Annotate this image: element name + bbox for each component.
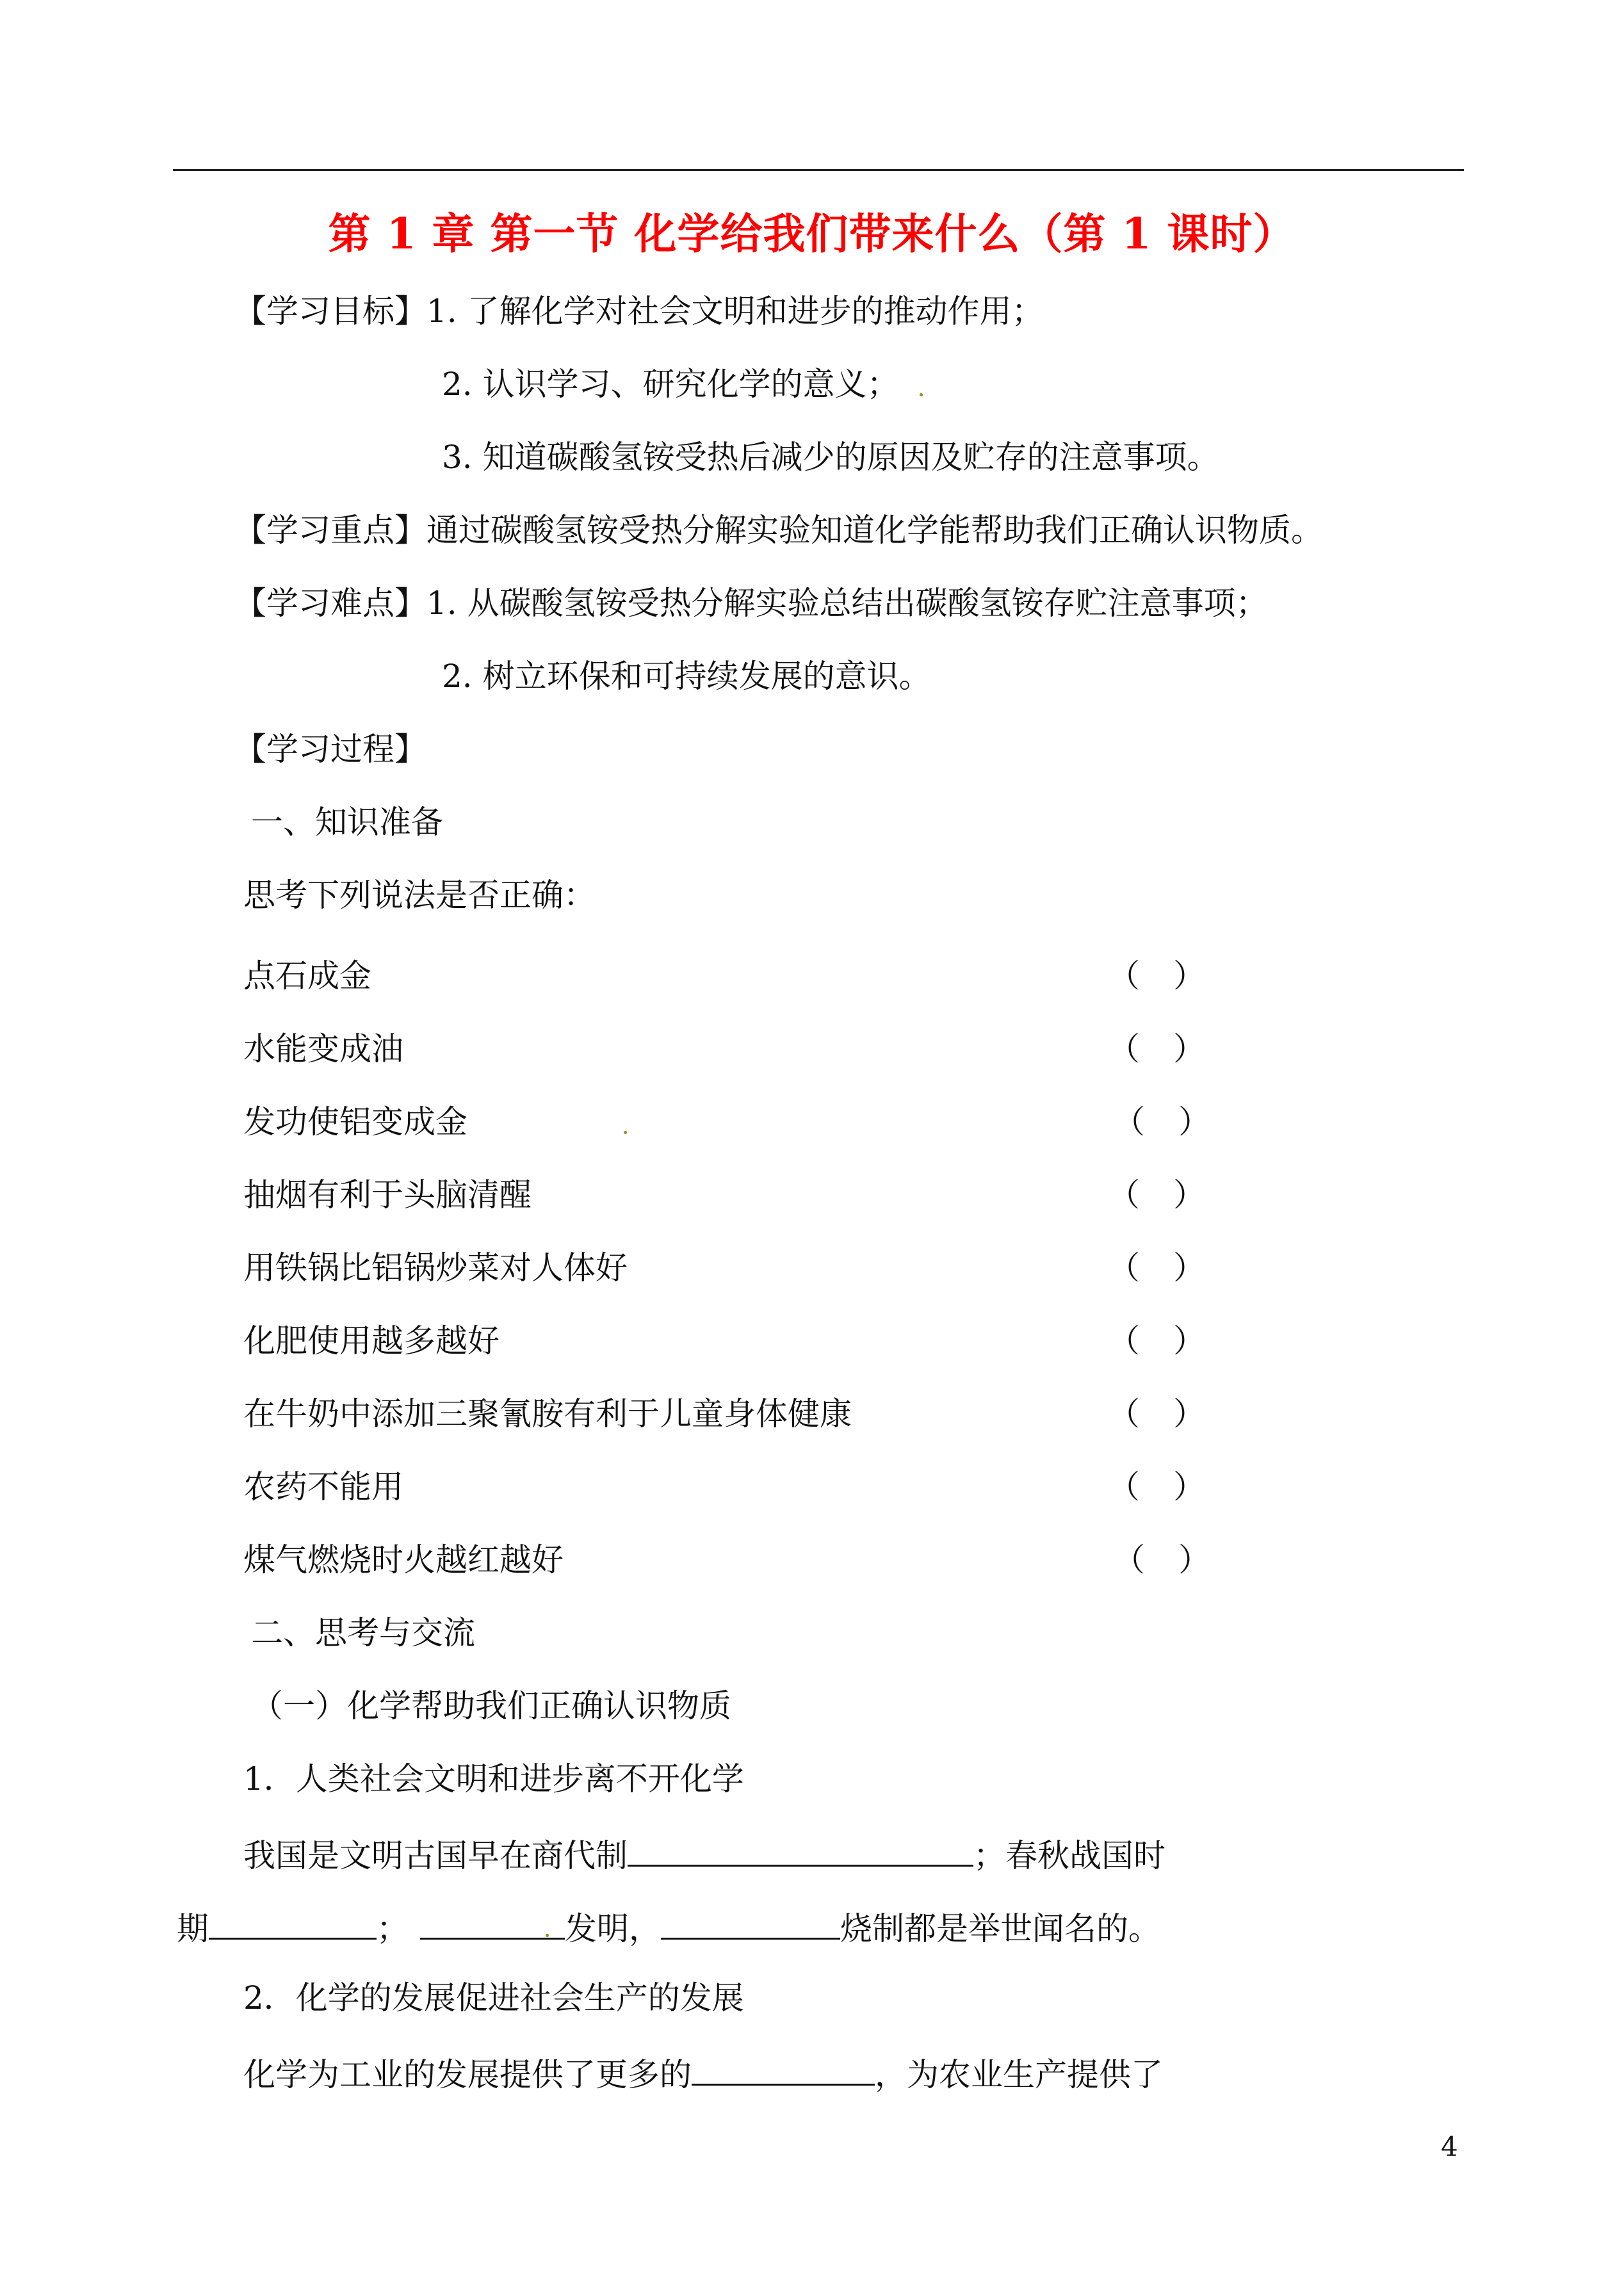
goal-item: 1. 了解化学对社会文明和进步的推动作用； [426, 293, 1044, 330]
section1-heading: 一、知识准备 [251, 804, 443, 841]
fill-in-line [243, 1831, 1165, 1876]
statement: 水能变成油 [243, 1030, 403, 1067]
statement: 化肥使用越多越好 [243, 1322, 499, 1359]
answer-bracket: （） [1108, 1395, 1238, 1432]
key-point-label: 【学习重点】 [234, 512, 426, 549]
answer-bracket: （） [1108, 957, 1238, 994]
fill-in-line [177, 1904, 1160, 1949]
section2-heading: 二、思考与交流 [251, 1614, 475, 1651]
key-point-text: 通过碳酸氢铵受热分解实验知道化学能帮助我们正确认识物质。 [426, 512, 1323, 549]
item2-heading: 2．化学的发展促进社会生产的发展 [243, 1979, 744, 2016]
goals-label: 【学习目标】 [234, 293, 426, 330]
fill-in-text: 期 [177, 1910, 209, 1947]
statement: 发功使铝变成金 [243, 1103, 467, 1140]
process-label: 【学习过程】 [234, 731, 426, 768]
answer-bracket: （） [1108, 1249, 1238, 1286]
section2-subheading: （一）化学帮助我们正确认识物质 [251, 1687, 731, 1724]
difficulty-row-1 [234, 583, 1268, 624]
fill-in-text: ，为农业生产提供了 [875, 2056, 1163, 2093]
fill-in-text: ； [377, 1910, 409, 1947]
answer-bracket: （） [1108, 1176, 1238, 1213]
scan-speck [920, 393, 923, 396]
fill-in-text: 我国是文明古国早在商代制 [243, 1837, 628, 1874]
statement: 煤气燃烧时火越红越好 [243, 1541, 564, 1578]
difficulty-item: 2. 树立环保和可持续发展的意识。 [442, 658, 931, 695]
header-rule [173, 169, 1464, 171]
statement: 用铁锅比铝锅炒菜对人体好 [243, 1249, 628, 1286]
answer-blank[interactable] [209, 1904, 377, 1940]
page-number: 4 [1441, 2131, 1458, 2162]
difficulty-item: 1. 从碳酸氢铵受热分解实验总结出碳酸氢铵存贮注意事项； [426, 585, 1268, 622]
page-title: 第 1 章 第一节 化学给我们带来什么（第 1 课时） [328, 209, 1296, 259]
answer-blank[interactable] [420, 1904, 565, 1940]
fill-in-text: 化学为工业的发展提供了更多的 [243, 2056, 692, 2093]
difficulty-label: 【学习难点】 [234, 585, 426, 622]
goal-item: 2. 认识学习、研究化学的意义； [442, 366, 899, 403]
key-point-row [234, 510, 1323, 551]
item1-heading: 1．人类社会文明和进步离不开化学 [243, 1760, 744, 1797]
scan-speck [624, 1131, 627, 1134]
scan-speck [546, 1934, 549, 1937]
answer-bracket: （） [1113, 1103, 1244, 1140]
statement: 在牛奶中添加三聚氰胺有利于儿童身体健康 [243, 1395, 852, 1432]
fill-in-text: ；春秋战国时 [973, 1837, 1165, 1874]
fill-in-line [243, 2050, 1163, 2095]
answer-bracket: （） [1113, 1541, 1244, 1578]
goal-item: 3. 知道碳酸氢铵受热后减少的原因及贮存的注意事项。 [442, 439, 1219, 476]
answer-bracket: （） [1108, 1030, 1238, 1067]
fill-in-text: 烧制都是举世闻名的。 [840, 1910, 1160, 1947]
section1-prompt: 思考下列说法是否正确： [243, 877, 596, 914]
goals-row-1 [234, 291, 1044, 332]
answer-bracket: （） [1108, 1322, 1238, 1359]
statement: 抽烟有利于头脑清醒 [243, 1176, 532, 1213]
answer-blank[interactable] [692, 2050, 875, 2086]
statement: 点石成金 [243, 957, 371, 994]
fill-in-text: 发明， [565, 1910, 661, 1947]
answer-blank[interactable] [628, 1831, 973, 1867]
answer-bracket: （） [1108, 1468, 1238, 1505]
answer-blank[interactable] [661, 1904, 840, 1940]
statement: 农药不能用 [243, 1468, 403, 1505]
